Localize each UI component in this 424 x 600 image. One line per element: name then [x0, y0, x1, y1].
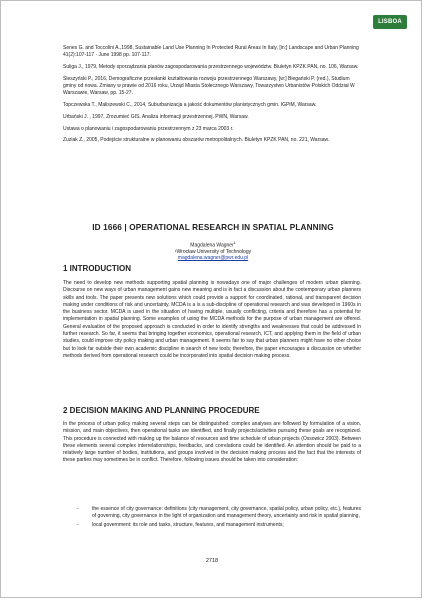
- author-superscript: 1: [233, 241, 236, 245]
- section-heading-introduction: 1 INTRODUCTION: [63, 264, 131, 273]
- author-block: [63, 240, 363, 262]
- list-item: [63, 506, 361, 521]
- list-item-text: the essence of city governance: definitions (city management, city governance, spatial policy, urban policy, etc.), features of governing, city governance in the light of organization and management theory, uncertainty and risk in spatial planning,: [92, 506, 361, 520]
- section-heading-decision-making: 2 DECISION MAKING AND PLANNING PROCEDURE: [63, 406, 260, 415]
- list-item: [63, 522, 361, 529]
- reference-item: Suliga J., 1979, Metody sporządzania planów zagospodarowania przestrzennego województw. Biuletyn KPZK PAN, no. 106, Warsaw.: [63, 64, 359, 70]
- introduction-paragraph: The need to develop new methods supporting spatial planning is nowadays one of major challenges of modern urban planning. Discourse on new ways of urban management gains new meaning and is in fact a discussion about the contemporary urban planners skills and tools. The paper presents new solutions which could provide a support for coordinated, rational, and transparent decision making under conditions of risk and uncertainty. MCDA is a is a sub-discipline of operational research and was developed in 1960s in the business sector. MCDA is used in the situation of having multiple, usually conflicting, criteria and therefore has a potential for implementation in spatial planning. Some examples of using the MCDA methods for the purpose of urban management are offered. General evaluation of the proposed approach is conducted in order to identify strengths and weaknesses that could be addressed in further research. So far, it seems that bringing together economics, operational research, ICT, and applying them in the field of urban studies, could improve city policy making and urban management. It seems fair to say that urban planners might have no other choice but to look far outside their own academic discipline in search of new tools; therefore, the paper encourages a discussion on whether methods derived from operational research could be incorporated into spatial decision making process.: [63, 280, 361, 359]
- reference-item: Senes G. and Toccolini A.,1998, Sustainable Land Use Planning In Protected Rural Areas In Italy, [in:] Landscape and Urban Planning 41(2):107-117 · June 1998 pp. 107-117.: [63, 45, 359, 59]
- decision-making-paragraph: In the process of urban policy making several steps can be distinguished: complex analyses are followed by formulation of a vision, mission, and main objectives, then operational tasks are identified, and finally projects/activities pursuing these goals are recognized. This procedure is connected with making up the balance of resources and time schedule of urban projects (Ossowicz 2003). Between these elements several complex interrelationships, feedbacks, and correlations could be identified. An attention should be paid to a relatively large number of bodies, institutions, and groups involved in the decision making process and the fact that the interests of these parties may sometimes be in conflict. Therefore, following issues should be taken into consideration:: [63, 421, 361, 464]
- reference-item: Urbański J. , 1997, Zrozumieć GIS. Analiza informacji przestrzennej. PWN, Warsaw.: [63, 113, 249, 120]
- author-email-link[interactable]: magdalena.wagner@pwr.edu.pl: [177, 255, 249, 262]
- reference-item: Śleszyński P., 2016, Demograficzne przesłanki kształtowania rozwoju przestrzennego Warszawy, [w:] Biegański P. (red.), Studium gminy od nowa. Zmiany w prawie od 2016 roku, Urząd Miasta Stołecznego Warszawy, Towarzystwo Urbanistów Polskich Oddział W Warszawie, Warsaw, pp. 15-27.: [63, 75, 355, 97]
- reference-list: [63, 45, 359, 149]
- bullet-dash: -: [77, 521, 79, 528]
- reference-item: Zuziak Z., 2005, Podejście strukturalne w planowaniu obszarów metropolitalnych. Biuletyn KPZK PAN, no. 221, Warsaw.: [63, 137, 330, 144]
- author-name: Magdalena Wagner: [190, 242, 234, 249]
- page-number: 2718: [205, 558, 219, 564]
- logo-badge: [373, 15, 407, 29]
- logo-text: LISBOA: [378, 19, 402, 25]
- list-item-text: local government: its role and tasks, structure, features, and management instruments;: [92, 521, 284, 528]
- reference-item: Topczewska T., Maliszewski C., 2014, Suburbanizacja a jakość dokumentów planistycznych gmin. IGPiM, Warsaw.: [63, 102, 317, 108]
- conference-logo: [373, 15, 407, 33]
- author-affiliation: ¹Wrocław University of Technology: [174, 249, 252, 256]
- paper-title: ID 1666 | OPERATIONAL RESEARCH IN SPATIAL PLANNING: [92, 223, 334, 232]
- issues-list: [63, 506, 361, 530]
- reference-item: Ustawa o planowaniu i zagospodarowaniu przestrzennym z 23 marca 2003 r.: [63, 125, 234, 132]
- bullet-dash: -: [77, 506, 79, 512]
- author-name-line: [63, 240, 363, 249]
